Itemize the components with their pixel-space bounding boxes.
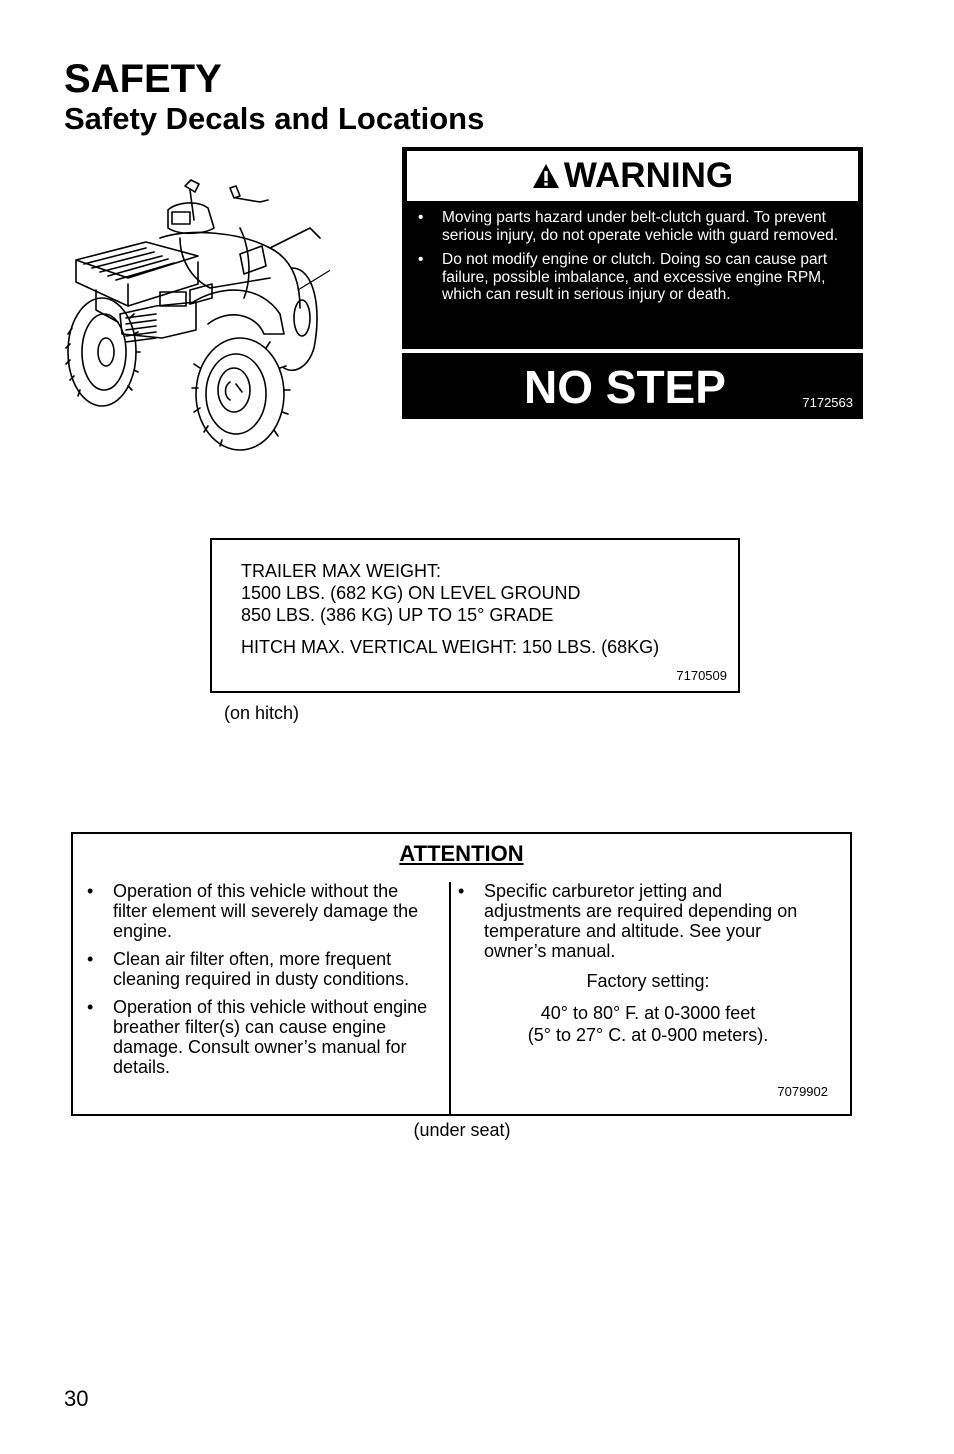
decal-location-caption: (on hitch) bbox=[224, 703, 300, 723]
factory-setting-label: Factory setting: bbox=[586, 971, 710, 991]
warning-triangle-icon bbox=[532, 163, 560, 189]
warning-item: • Do not modify engine or clutch. Doing so can cause part failure, possible imbalance, and excessive engine RPM, which can result in serious injury or death. bbox=[416, 251, 846, 304]
attention-item: • Operation of this vehicle without engine breather filter(s) can cause engine damage. Consult owner’s manual for details. bbox=[87, 997, 432, 1077]
attention-item: • Clean air filter often, more frequent cleaning required in dusty conditions. bbox=[87, 949, 432, 989]
decal-part-number: 7172563 bbox=[802, 395, 853, 410]
subsection-title: Safety Decals and Locations bbox=[64, 101, 485, 136]
atv-illustration bbox=[40, 168, 330, 458]
attention-title: ATTENTION bbox=[399, 841, 524, 866]
trailer-line: TRAILER MAX WEIGHT: bbox=[241, 561, 442, 581]
factory-setting-value: (5° to 27° C. at 0-900 meters). bbox=[527, 1025, 769, 1045]
attention-left-list bbox=[87, 881, 432, 1085]
decal-part-number: 7170509 bbox=[676, 668, 727, 683]
warning-decal bbox=[402, 147, 863, 349]
page-number: 30 bbox=[64, 1386, 89, 1411]
warning-label: WARNING bbox=[563, 156, 734, 195]
no-step-decal bbox=[402, 353, 863, 419]
warning-item: • Moving parts hazard under belt-clutch guard. To prevent serious injury, do not operate vehicle with guard removed. bbox=[416, 209, 846, 244]
column-divider bbox=[449, 882, 451, 1114]
attention-item: • Specific carburetor jetting and adjustments are required depending on temperature and altitude. See your owner’s manual. bbox=[458, 881, 823, 961]
no-step-label: NO STEP bbox=[524, 361, 726, 413]
attention-item: • Operation of this vehicle without the filter element will severely damage the engine. bbox=[87, 881, 432, 941]
decal-location-caption: (under seat) bbox=[413, 1120, 511, 1140]
trailer-line: 850 LBS. (386 KG) UP TO 15° GRADE bbox=[241, 605, 554, 625]
section-title: SAFETY bbox=[64, 57, 222, 101]
trailer-line: HITCH MAX. VERTICAL WEIGHT: 150 LBS. (68KG) bbox=[241, 637, 660, 657]
attention-decal bbox=[71, 832, 852, 1116]
trailer-weight-decal bbox=[210, 538, 740, 693]
attention-right-list bbox=[458, 881, 823, 969]
trailer-line: 1500 LBS. (682 KG) ON LEVEL GROUND bbox=[241, 583, 581, 603]
warning-list bbox=[416, 209, 846, 311]
factory-setting-value: 40° to 80° F. at 0-3000 feet bbox=[540, 1003, 756, 1023]
warning-header bbox=[407, 151, 858, 201]
decal-part-number: 7079902 bbox=[777, 1084, 828, 1099]
